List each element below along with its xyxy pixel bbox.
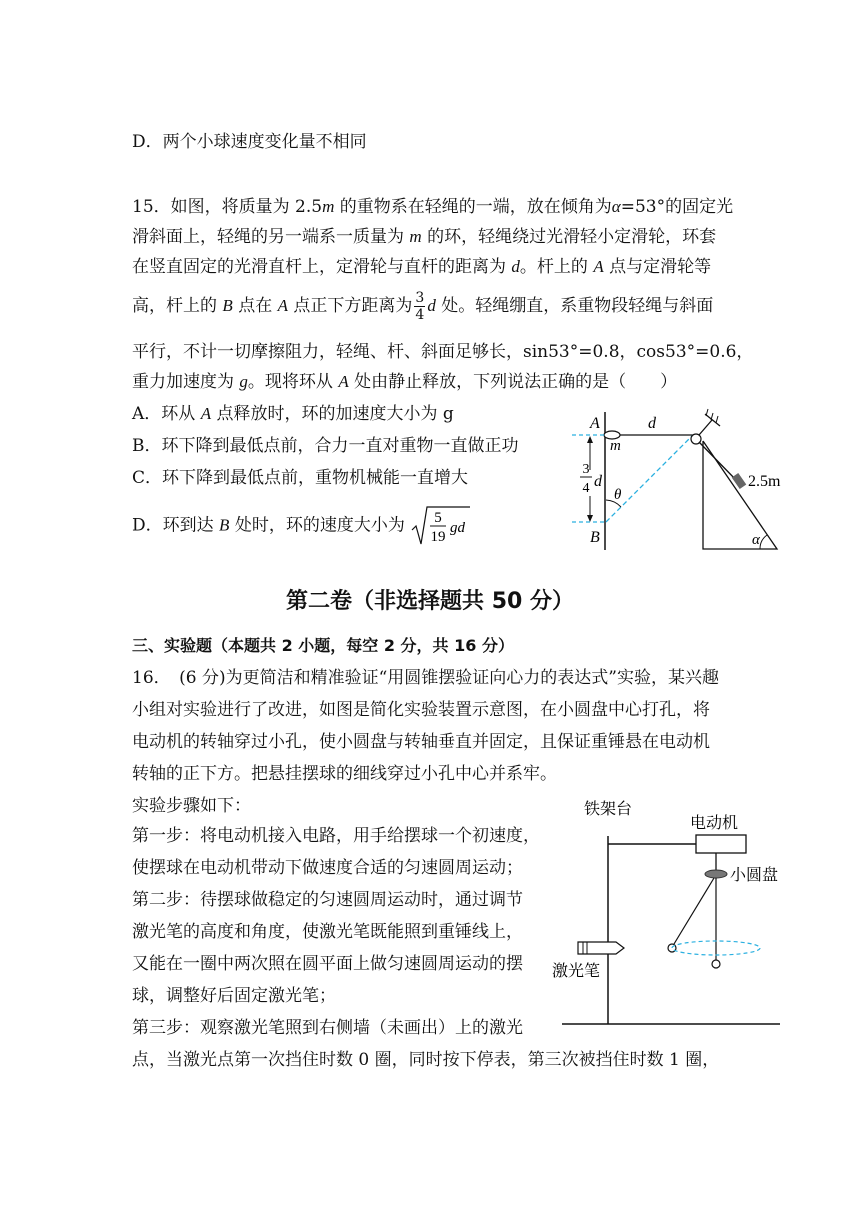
pulley-mount	[699, 420, 712, 435]
q15-figure	[560, 408, 800, 556]
q16-line-6: 第一步：将电动机接入电路，用手给摆球一个初速度，	[132, 826, 540, 846]
part2-heading: 第二卷（非选择题共 50 分）	[286, 589, 574, 614]
q15-line-4: 高，杆上的 B 点在 A 点正下方距离为 $\frac{3}{4}$ d 处。轻绳绷直，系重物段轻绳与斜面	[132, 290, 714, 323]
label-stand: 铁架台	[584, 799, 633, 818]
q16-line-10: 又能在一圈中两次照在圆平面上做匀速圆周运动的摆	[132, 954, 523, 974]
label-frac-num: 3	[582, 462, 590, 477]
label-a: A	[590, 415, 600, 432]
dim-arrowhead-down	[587, 515, 593, 522]
laser-pen-icon	[578, 942, 624, 954]
q15-line-6: 重力加速度为 g。现将环从 A 处由静止释放，下列说法正确的是（ ）	[132, 372, 678, 392]
q15-line-2: 滑斜面上，轻绳的另一端系一质量为 m 的环，轻绳绕过光滑轻小定滑轮，环套	[132, 227, 717, 247]
q16-line-3: 电动机的转轴穿过小孔，使小圆盘与转轴垂直并固定，且保证重锤悬在电动机	[132, 732, 710, 752]
motor-icon	[696, 835, 746, 853]
q15-line-1: 15．如图，将质量为 2.5m 的重物系在轻绳的一端，放在倾角为α=53°的固定光	[132, 197, 734, 217]
q16-line-2: 小组对实验进行了改进，如图是简化实验装置示意图，在小圆盘中心打孔，将	[132, 700, 710, 720]
q16-figure	[550, 792, 790, 1032]
q16-line-9: 激光笔的高度和角度，使激光笔既能照到重锤线上，	[132, 922, 523, 942]
section3-title: 三、实验题（本题共 2 小题，每空 2 分，共 16 分）	[132, 636, 514, 655]
label-m: m	[610, 438, 621, 454]
q16-line-13: 点，当激光点第一次挡住时数 0 圈，同时按下停表，第三次被挡住时数 1 圈，	[132, 1050, 720, 1070]
label-alpha: α	[752, 532, 760, 548]
label-frac-den: 4	[582, 481, 590, 496]
label-d: d	[648, 415, 656, 432]
q15-option-d: D．环到达 B 处时，环的速度大小为 5 19 gd	[132, 504, 472, 548]
q16-line-12: 第三步：观察激光笔照到右侧墙（未画出）上的激光	[132, 1018, 523, 1038]
q15-option-b: B．环下降到最低点前，合力一直对重物一直做正功	[132, 436, 519, 456]
hatch	[716, 416, 718, 423]
q15-option-c: C．环下降到最低点前，重物机械能一直增大	[132, 468, 469, 488]
alpha-arc	[760, 535, 767, 549]
sqrt-denominator: 19	[430, 529, 446, 545]
plumb-bob	[712, 960, 720, 968]
label-disk: 小圆盘	[730, 865, 779, 884]
label-theta: θ	[614, 487, 622, 503]
sqrt-expression	[410, 504, 472, 548]
label-laser: 激光笔	[552, 961, 601, 980]
q16-line-1: 16． (6 分)为更简洁和精准验证“用圆锥摆验证向心力的表达式”实验，某兴趣	[132, 668, 719, 688]
q16-line-7: 使摆球在电动机带动下做速度合适的匀速圆周运动；	[132, 858, 523, 878]
dim-arrowhead-up	[587, 436, 593, 443]
q15-line-5: 平行，不计一切摩擦阻力，轻绳、杆、斜面足够长，sin53°=0.8，cos53°=0.6，	[132, 342, 754, 362]
rope-incline	[699, 442, 738, 482]
sqrt-tail: gd	[450, 520, 466, 536]
q16-line-11: 球，调整好后固定激光笔；	[132, 986, 336, 1006]
q15-option-a: A．环从 A 点释放时，环的加速度大小为 g	[132, 404, 454, 424]
q14-option-d: D．两个小球速度变化量不相同	[132, 132, 367, 152]
q16-line-5: 实验步骤如下：	[132, 796, 251, 816]
label-d2: d	[594, 473, 602, 490]
sqrt-numerator: 5	[434, 510, 442, 526]
pendulum-string	[674, 878, 714, 944]
q16-line-8: 第二步：待摆球做稳定的匀速圆周运动时，通过调节	[132, 890, 523, 910]
label-mass: 2.5m	[748, 473, 781, 490]
label-motor: 电动机	[690, 813, 739, 832]
label-b: B	[590, 529, 600, 546]
q15-line-3: 在竖直固定的光滑直杆上，定滑轮与直杆的距离为 d。杆上的 A 点与定滑轮等	[132, 257, 712, 277]
disk-icon	[705, 870, 727, 878]
sqrt-sign	[410, 504, 472, 548]
fraction: $\frac{3}{4}$	[415, 290, 425, 323]
q16-line-4: 转轴的正下方。把悬挂摆球的细线穿过小孔中心并系牢。	[132, 764, 557, 784]
